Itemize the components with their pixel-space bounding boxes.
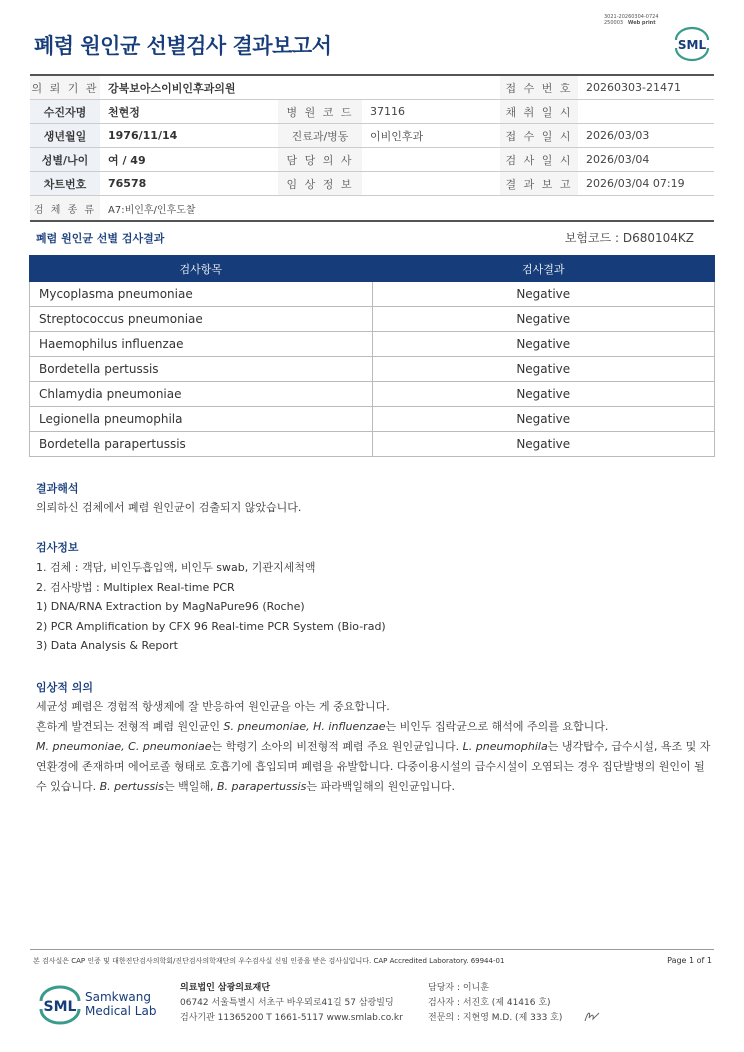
dept-value: 이비인후과 <box>362 124 500 148</box>
clinical-paragraph: 세균성 폐렴은 경험적 항생제에 잘 반응하여 원인균을 아는 게 중요합니다. <box>36 700 390 713</box>
staff-tester: 검사자 : 서진호 (제 41416 호) <box>428 998 551 1008</box>
info-row <box>30 172 714 196</box>
col-header-item: 검사항목 <box>30 256 373 282</box>
test-info-title: 검사정보 <box>36 541 79 554</box>
test-info-list <box>36 558 386 656</box>
receipt-no-label: 접 수 번 호 <box>500 75 578 100</box>
birth-value: 1976/11/14 <box>100 124 278 148</box>
result-value: Negative <box>372 357 715 382</box>
result-item: Streptococcus pneumoniae <box>30 307 373 332</box>
table-row <box>30 307 715 332</box>
doctor-label: 담 당 의 사 <box>278 148 362 172</box>
document-id <box>604 14 659 26</box>
result-value: Negative <box>372 407 715 432</box>
staff-specialist: 전문의 : 지현영 M.D. (제 333 호) <box>428 1013 563 1023</box>
receipt-date-label: 접 수 일 시 <box>500 124 578 148</box>
sex-age-value: 여 / 49 <box>100 148 278 172</box>
org-address <box>180 981 403 1026</box>
clinical-meaning-title: 임상적 의의 <box>36 681 93 694</box>
table-row <box>30 357 715 382</box>
org-contact: 검사기관 11365200 T 1661-5117 www.smlab.co.kr <box>180 1013 403 1023</box>
patient-info-table <box>30 74 714 222</box>
clinical-meaning-body <box>36 697 716 797</box>
test-date-label: 검 사 일 시 <box>500 148 578 172</box>
test-info-line: 2. 검사방법 : Multiplex Real-time PCR <box>36 580 235 594</box>
chart-label: 차트번호 <box>30 172 100 196</box>
result-item: Bordetella parapertussis <box>30 432 373 457</box>
info-row <box>30 148 714 172</box>
clinical-paragraph: M. pneumoniae, C. pneumoniae는 학령기 소아의 비전형적 폐렴 주요 원인균입니다. L. pneumophila는 냉각탑수, 급수시설, 욕조 및 자연환경에 존재하며 에어로졸 형태로 호흡기에 흡입되며 폐렴을 유발합니다. 다중이용시설의 급수시설이 오염되는 경우 집단발병의 원인이 될 수 있습니다. B. pertussis는 백일해, B. parapertussis는 파라백일해의 원인균입니다. <box>36 740 711 793</box>
result-value: Negative <box>372 382 715 407</box>
hospital-code-value: 37116 <box>362 100 500 124</box>
sml-logo-icon <box>672 26 712 66</box>
test-info-line: 2) PCR Amplification by CFX 96 Real-time PCR System (Bio-rad) <box>36 619 386 633</box>
result-item: Chlamydia pneumoniae <box>30 382 373 407</box>
document-id-line2: 250003 Web print <box>604 20 656 26</box>
test-date-value: 2026/03/04 <box>578 148 714 172</box>
interpretation-text: 의뢰하신 검체에서 폐렴 원인균이 검출되지 않았습니다. <box>36 501 302 514</box>
result-item: Legionella pneumophila <box>30 407 373 432</box>
results-section-title: 폐렴 원인균 선별 검사결과 <box>36 232 165 245</box>
accreditation-note: 본 검사실은 CAP 인증 및 대한진단검사의학회/진단검사의학재단의 우수검사실 신임 인증을 받은 검사실입니다. CAP Accredited Laboratory. 69944-01 <box>33 957 505 965</box>
info-row <box>30 100 714 124</box>
sex-age-label: 성별/나이 <box>30 148 100 172</box>
interpretation-title: 결과해석 <box>36 482 79 495</box>
table-row <box>30 282 715 307</box>
brand-line2: Medical Lab <box>85 1004 157 1018</box>
doctor-value <box>362 148 500 172</box>
institution-value: 강북보아스이비인후과의원 <box>100 75 500 100</box>
insurance-code: 보험코드 : D680104KZ <box>564 231 694 245</box>
web-print-label: Web print <box>627 20 656 26</box>
clinical-value <box>362 172 500 196</box>
table-row <box>30 382 715 407</box>
table-row <box>30 407 715 432</box>
results-header-row <box>30 256 715 282</box>
result-item: Bordetella pertussis <box>30 357 373 382</box>
report-label: 결 과 보 고 <box>500 172 578 196</box>
footer-divider <box>30 949 714 950</box>
info-row <box>30 75 714 100</box>
clinical-label: 임 상 정 보 <box>278 172 362 196</box>
info-row <box>30 124 714 148</box>
patient-value: 천현정 <box>100 100 278 124</box>
col-header-result: 검사결과 <box>372 256 715 282</box>
report-date-value: 2026/03/04 07:19 <box>578 172 714 196</box>
signature-icon <box>583 1008 601 1027</box>
specimen-label: 검 체 종 류 <box>30 196 100 222</box>
sml-footer-logo-text: SML <box>43 999 77 1015</box>
report-title: 폐렴 원인균 선별검사 결과보고서 <box>34 34 332 58</box>
patient-label: 수진자명 <box>30 100 100 124</box>
birth-label: 생년월일 <box>30 124 100 148</box>
collect-date-value <box>578 100 714 124</box>
result-value: Negative <box>372 332 715 357</box>
brand-name <box>85 990 156 1018</box>
clinical-paragraph: 흔하게 발견되는 전형적 폐렴 원인균인 S. pneumoniae, H. influenzae는 비인두 집락균으로 해석에 주의를 요합니다. <box>36 720 609 733</box>
collect-date-label: 채 취 일 시 <box>500 100 578 124</box>
specimen-value: A7:비인후/인후도찰 <box>100 196 714 222</box>
sml-footer-logo-icon <box>38 985 82 1029</box>
receipt-date-value: 2026/03/03 <box>578 124 714 148</box>
results-table <box>29 255 715 457</box>
test-info-line: 1) DNA/RNA Extraction by MagNaPure96 (Roche) <box>36 600 305 614</box>
test-info-line: 3) Data Analysis & Report <box>36 639 178 653</box>
dept-label: 진료과/병동 <box>278 124 362 148</box>
chart-value: 76578 <box>100 172 278 196</box>
org-name: 의료법인 삼광의료재단 <box>180 983 271 993</box>
table-row <box>30 332 715 357</box>
result-value: Negative <box>372 307 715 332</box>
staff-list <box>428 981 562 1026</box>
receipt-no-value: 20260303-21471 <box>578 75 714 100</box>
result-item: Mycoplasma pneumoniae <box>30 282 373 307</box>
result-value: Negative <box>372 282 715 307</box>
test-info-line: 1. 검체 : 객담, 비인두흡입액, 비인두 swab, 기관지세척액 <box>36 561 316 574</box>
institution-label: 의 뢰 기 관 <box>30 75 100 100</box>
result-value: Negative <box>372 432 715 457</box>
brand-line1: Samkwang <box>85 990 151 1004</box>
page-number: Page 1 of 1 <box>667 956 712 965</box>
document-id-line1: 3021-20260304-0724 <box>604 14 659 20</box>
sml-logo-text: SML <box>677 38 707 52</box>
org-address-line: 06742 서울특별시 서초구 바우뫼로41길 57 삼광빌딩 <box>180 998 394 1008</box>
staff-manager: 담당자 : 이니훈 <box>428 983 489 993</box>
table-row <box>30 432 715 457</box>
hospital-code-label: 병 원 코 드 <box>278 100 362 124</box>
info-row <box>30 196 714 222</box>
result-item: Haemophilus influenzae <box>30 332 373 357</box>
